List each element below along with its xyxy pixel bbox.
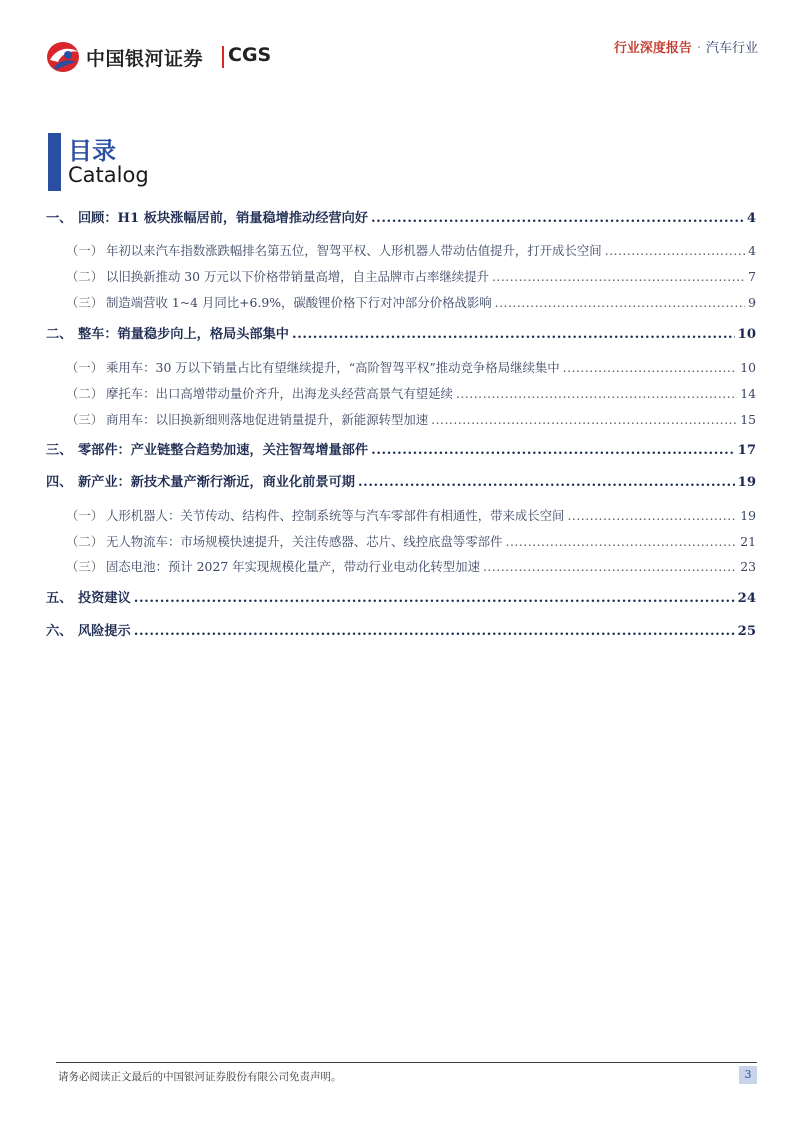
toc-entry-title: 年初以来汽车指数涨跌幅排名第五位，智驾平权、人形机器人带动估值提升，打开成长空间: [106, 243, 602, 258]
toc-entry-page: 19: [737, 475, 756, 490]
toc-entry-title: 整车：销量稳步向上，格局头部集中: [78, 327, 289, 342]
logo-text-cn: 中国银河证券: [86, 48, 204, 70]
toc-dot-leader: [371, 210, 744, 228]
toc-entry-title: 制造端营收 1~4 月同比+6.9%，碳酸锂价格下行对冲部分价格战影响: [106, 295, 492, 310]
toc-entry-page: 24: [737, 591, 756, 606]
toc-entry-title: 投资建议: [78, 591, 131, 606]
toc-entry-title: 摩托车：出口高增带动量价齐升，出海龙头经营高景气有望延续: [106, 386, 453, 401]
toc-entry-title: 以旧换新推动 30 万元以下价格带销量高增，自主品牌市占率继续提升: [106, 269, 489, 284]
toc-chapter-entry[interactable]: [46, 326, 756, 344]
catalog-title-cn: 目录: [68, 137, 116, 165]
toc-chapter-entry[interactable]: [46, 474, 756, 492]
toc-entry-page: 25: [737, 624, 756, 639]
toc-entry-page: 15: [740, 412, 756, 427]
toc-dot-leader: [292, 326, 735, 344]
toc-dot-leader: [563, 359, 738, 377]
toc-dot-leader: [134, 590, 735, 608]
toc-dot-leader: [605, 242, 745, 260]
toc-entry-page: 10: [737, 327, 756, 342]
toc-entry-title: 人形机器人：关节传动、结构件、控制系统等与汽车零部件有相通性，带来成长空间: [106, 508, 565, 523]
toc-section-entry[interactable]: [46, 268, 756, 286]
toc-chapter-entry[interactable]: [46, 623, 756, 641]
toc-dot-leader: [456, 385, 737, 403]
toc-entry-number: （二）: [66, 386, 104, 401]
toc-entry-page: 19: [740, 508, 756, 523]
toc-entry-page: 21: [740, 534, 756, 549]
page-number: 3: [739, 1066, 757, 1084]
toc-dot-leader: [134, 623, 735, 641]
toc-entry-title: 零部件：产业链整合趋势加速，关注智驾增量部件: [78, 443, 369, 458]
toc-entry-number: 三、: [46, 443, 73, 458]
toc-entry-number: （一）: [66, 508, 104, 523]
toc-entry-title: 回顾：H1 板块涨幅居前，销量稳增推动经营向好: [78, 211, 368, 226]
toc-entry-number: 一、: [46, 211, 73, 226]
toc-section-entry[interactable]: [46, 385, 756, 403]
industry-name: 汽车行业: [705, 41, 758, 56]
toc-dot-leader: [495, 294, 745, 312]
toc-entry-number: 二、: [46, 327, 73, 342]
toc-entry-number: （一）: [66, 243, 104, 258]
toc-entry-page: 23: [740, 559, 756, 574]
toc-section-entry[interactable]: [46, 294, 756, 312]
toc-dot-leader: [371, 442, 735, 460]
toc-entry-number: （二）: [66, 269, 104, 284]
toc-dot-leader: [483, 558, 737, 576]
toc-dot-leader: [358, 474, 735, 492]
toc-entry-number: 四、: [46, 475, 73, 490]
catalog-accent-bar: [48, 133, 61, 191]
toc-entry-title: 固态电池：预计 2027 年实现规模化量产，带动行业电动化转型加速: [106, 559, 480, 574]
toc-dot-leader: [506, 533, 738, 551]
toc-entry-title: 乘用车：30 万以下销量占比有望继续提升，“高阶智驾平权”推动竞争格局继续集中: [106, 360, 560, 375]
toc-entry-title: 风险提示: [78, 624, 131, 639]
toc-section-entry[interactable]: [46, 359, 756, 377]
toc-entry-number: （三）: [66, 412, 104, 427]
cgs-logo: [46, 40, 286, 74]
toc-entry-title: 无人物流车：市场规模快速提升，关注传感器、芯片、线控底盘等零部件: [106, 534, 503, 549]
toc-section-entry[interactable]: [46, 507, 756, 525]
logo-text-en: CGS: [228, 44, 272, 66]
toc-section-entry[interactable]: [46, 558, 756, 576]
toc-entry-page: 9: [748, 295, 756, 310]
toc-section-entry[interactable]: [46, 411, 756, 429]
toc-entry-title: 商用车：以旧换新细则落地促进销量提升，新能源转型加速: [106, 412, 429, 427]
toc-chapter-entry[interactable]: [46, 442, 756, 460]
toc-entry-number: （二）: [66, 534, 104, 549]
logo-divider: [222, 46, 224, 68]
toc-entry-page: 17: [737, 443, 756, 458]
footer-divider: [56, 1062, 757, 1063]
toc-entry-number: （三）: [66, 559, 104, 574]
toc-chapter-entry[interactable]: [46, 590, 756, 608]
toc-dot-leader: [431, 411, 737, 429]
toc-entry-number: （一）: [66, 360, 104, 375]
cgs-logo-icon: [46, 40, 82, 74]
toc-dot-leader: [567, 507, 737, 525]
toc-section-entry[interactable]: [46, 242, 756, 260]
toc-entry-page: 4: [748, 243, 756, 258]
toc-entry-page: 10: [740, 360, 756, 375]
toc-section-entry[interactable]: [46, 533, 756, 551]
footer-disclaimer: 请务必阅读正文最后的中国银河证券股份有限公司免责声明。: [58, 1071, 342, 1083]
catalog-title-en: Catalog: [68, 163, 149, 187]
toc-entry-title: 新产业：新技术量产渐行渐近，商业化前景可期: [78, 475, 355, 490]
toc-entry-page: 7: [748, 269, 756, 284]
toc-chapter-entry[interactable]: [46, 210, 756, 228]
header-separator: ·: [696, 41, 701, 56]
toc-entry-number: （三）: [66, 295, 104, 310]
report-header: [614, 37, 758, 56]
toc-dot-leader: [492, 268, 745, 286]
report-type: 行业深度报告: [613, 41, 692, 56]
toc-entry-number: 六、: [46, 624, 73, 639]
toc-entry-page: 4: [746, 211, 756, 226]
toc-entry-number: 五、: [46, 591, 73, 606]
toc-entry-page: 14: [740, 386, 756, 401]
